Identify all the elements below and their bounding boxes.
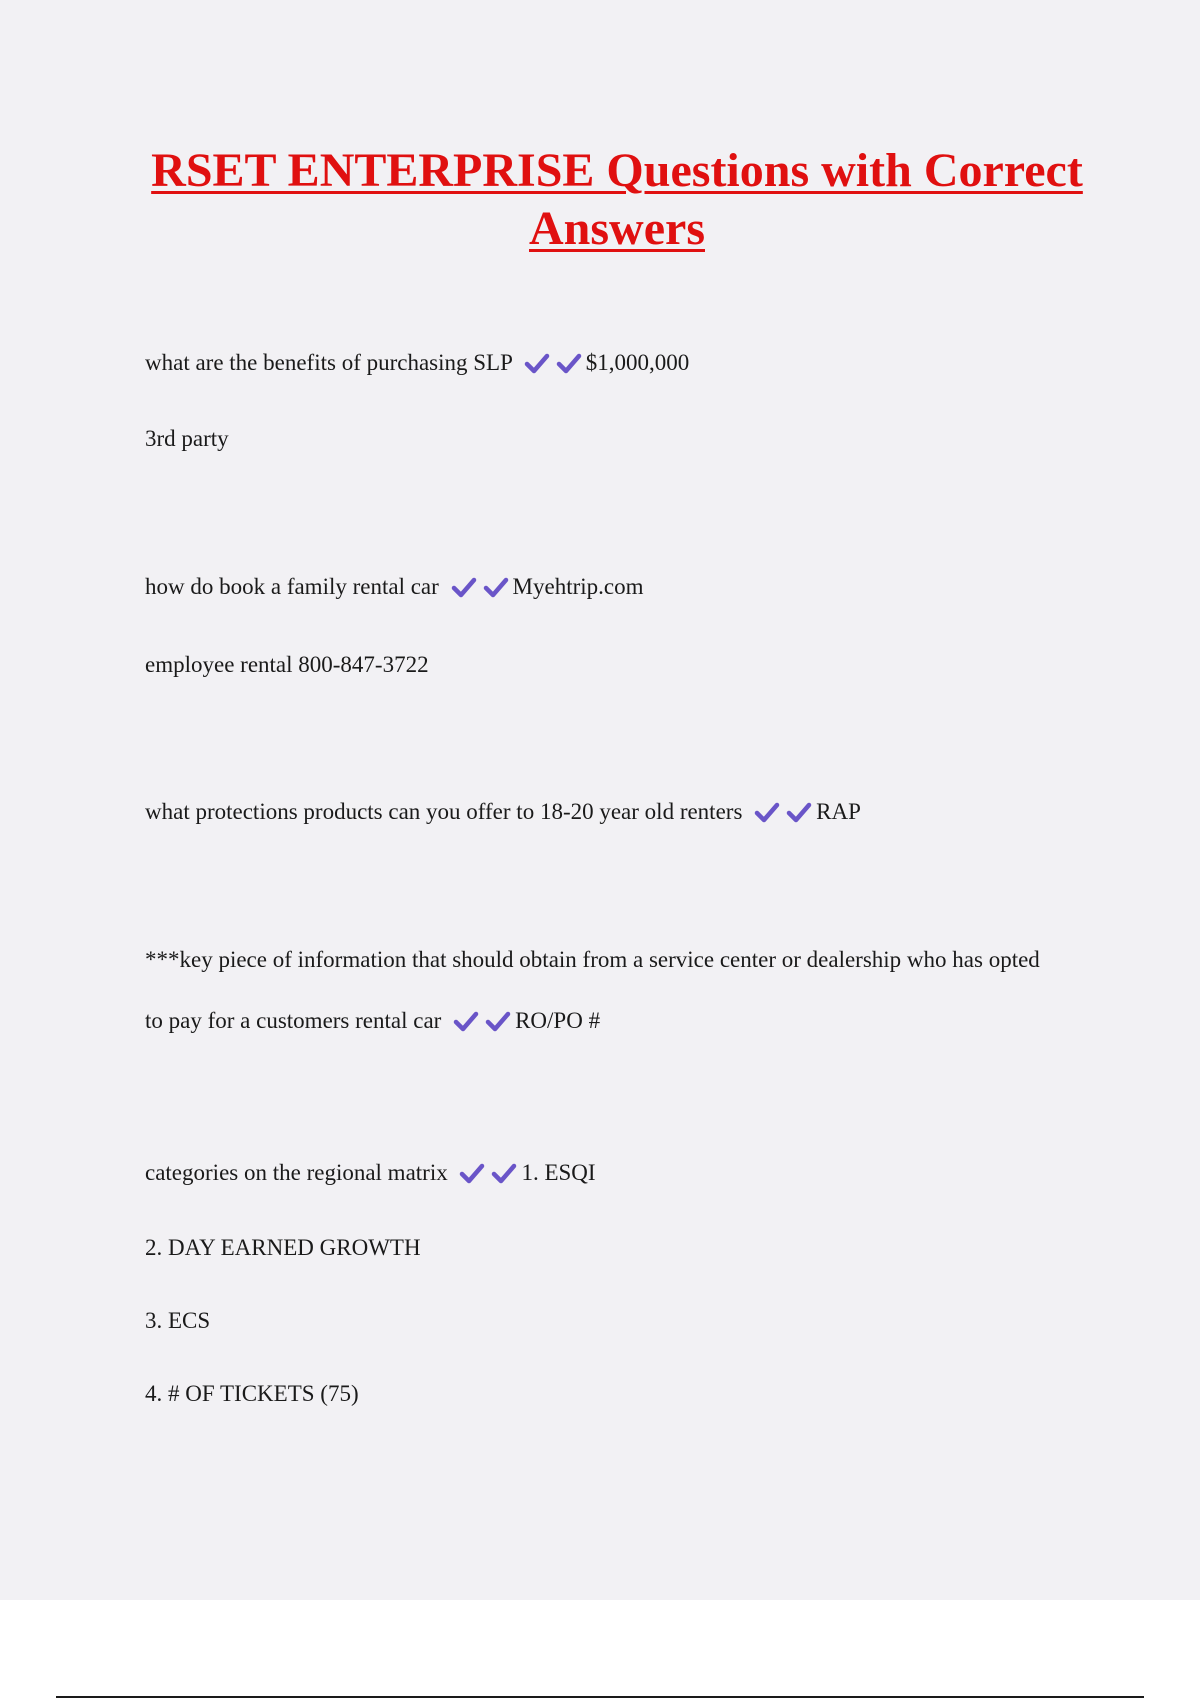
- list-item: 3. ECS: [145, 1308, 211, 1333]
- check-icon: [453, 1010, 479, 1032]
- check-icon: [483, 576, 509, 598]
- answer-continuation: 3rd party: [145, 426, 229, 451]
- question-line: [145, 348, 689, 378]
- check-icon: [786, 801, 812, 823]
- question-text: categories on the regional matrix: [145, 1160, 448, 1185]
- question-line: [145, 1006, 600, 1036]
- list-item: 2. DAY EARNED GROWTH: [145, 1235, 421, 1260]
- footer-divider: [56, 1696, 1144, 1698]
- answer-text: 1. ESQI: [521, 1160, 596, 1185]
- answer-continuation: employee rental 800-847-3722: [145, 652, 429, 677]
- question-line: [145, 572, 644, 602]
- question-text: what are the benefits of purchasing SLP: [145, 350, 513, 375]
- check-icon: [459, 1162, 485, 1184]
- question-text: what protections products can you offer to 18-20 year old renters: [145, 799, 743, 824]
- check-icon: [524, 352, 550, 374]
- answer-text: RO/PO #: [515, 1008, 601, 1033]
- question-text: how do book a family rental car: [145, 574, 439, 599]
- check-icon: [754, 801, 780, 823]
- question-line: [145, 797, 861, 827]
- list-item: 4. # OF TICKETS (75): [145, 1381, 359, 1406]
- question-line: [145, 1158, 596, 1188]
- check-icon: [491, 1162, 517, 1184]
- check-icon: [556, 352, 582, 374]
- question-text: to pay for a customers rental car: [145, 1008, 442, 1033]
- document-title: RSET ENTERPRISE Questions with Correct Answers: [151, 144, 1083, 255]
- check-icon: [485, 1010, 511, 1032]
- answer-text: RAP: [816, 799, 861, 824]
- question-text-first-line: ***key piece of information that should obtain from a service center or dealership who has opted: [145, 947, 1040, 972]
- check-icon: [451, 576, 477, 598]
- answer-text: Myehtrip.com: [512, 574, 644, 599]
- answer-text: $1,000,000: [585, 350, 690, 375]
